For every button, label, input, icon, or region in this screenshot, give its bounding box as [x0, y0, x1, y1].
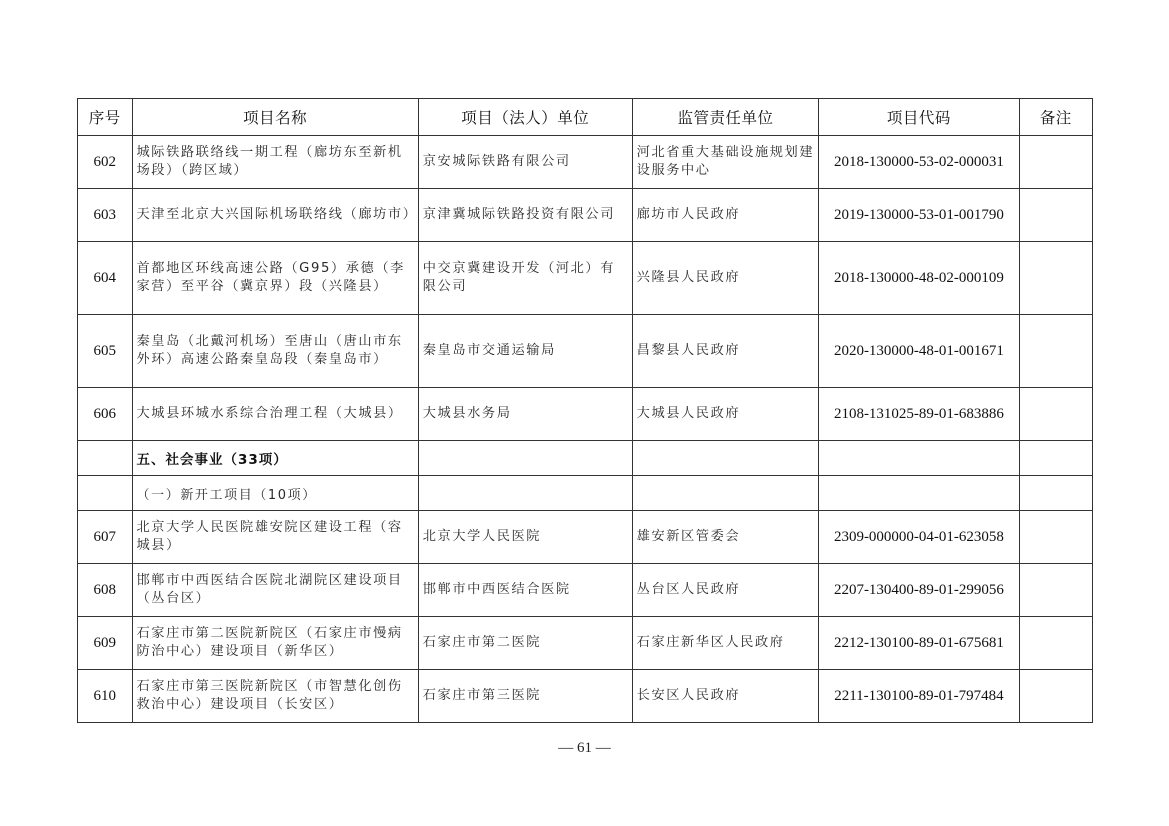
project-unit: 大城县水务局	[418, 388, 632, 441]
empty-cell	[1019, 476, 1092, 511]
project-table	[77, 98, 1093, 723]
project-unit: 中交京冀建设开发（河北）有限公司	[418, 242, 632, 315]
serial-number: 604	[78, 242, 133, 315]
table-row	[78, 388, 1093, 441]
project-code: 2018-130000-48-02-000109	[819, 242, 1019, 315]
empty-cell	[1019, 441, 1092, 476]
table-header-row	[78, 99, 1093, 136]
project-code: 2020-130000-48-01-001671	[819, 315, 1019, 388]
supervisor-unit: 丛台区人民政府	[632, 564, 819, 617]
empty-cell	[819, 476, 1019, 511]
project-code: 2018-130000-53-02-000031	[819, 136, 1019, 189]
header-supervisor-unit: 监管责任单位	[632, 99, 819, 136]
project-code: 2309-000000-04-01-623058	[819, 511, 1019, 564]
table-row	[78, 511, 1093, 564]
subsection-title: （一）新开工项目（10项）	[132, 476, 418, 511]
empty-cell	[632, 441, 819, 476]
serial-number: 607	[78, 511, 133, 564]
serial-number: 610	[78, 670, 133, 723]
supervisor-unit: 石家庄新华区人民政府	[632, 617, 819, 670]
project-name: 天津至北京大兴国际机场联络线（廊坊市）	[132, 189, 418, 242]
header-remarks: 备注	[1019, 99, 1092, 136]
header-project-name: 项目名称	[132, 99, 418, 136]
serial-number: 606	[78, 388, 133, 441]
empty-cell	[78, 476, 133, 511]
section-heading-row	[78, 441, 1093, 476]
supervisor-unit: 河北省重大基础设施规划建设服务中心	[632, 136, 819, 189]
remarks	[1019, 315, 1092, 388]
project-name: 北京大学人民医院雄安院区建设工程（容城县）	[132, 511, 418, 564]
table-row	[78, 189, 1093, 242]
project-unit: 邯郸市中西医结合医院	[418, 564, 632, 617]
empty-cell	[78, 441, 133, 476]
header-project-unit: 项目（法人）单位	[418, 99, 632, 136]
project-unit: 京安城际铁路有限公司	[418, 136, 632, 189]
empty-cell	[819, 441, 1019, 476]
project-name: 秦皇岛（北戴河机场）至唐山（唐山市东外环）高速公路秦皇岛段（秦皇岛市）	[132, 315, 418, 388]
serial-number: 605	[78, 315, 133, 388]
supervisor-unit: 昌黎县人民政府	[632, 315, 819, 388]
section-title: 五、社会事业（33项）	[132, 441, 418, 476]
supervisor-unit: 大城县人民政府	[632, 388, 819, 441]
table-row	[78, 564, 1093, 617]
supervisor-unit: 兴隆县人民政府	[632, 242, 819, 315]
page-number: — 61 —	[558, 740, 611, 756]
project-unit: 石家庄市第三医院	[418, 670, 632, 723]
project-code: 2019-130000-53-01-001790	[819, 189, 1019, 242]
project-code: 2207-130400-89-01-299056	[819, 564, 1019, 617]
project-name: 邯郸市中西医结合医院北湖院区建设项目（丛台区）	[132, 564, 418, 617]
project-code: 2108-131025-89-01-683886	[819, 388, 1019, 441]
remarks	[1019, 670, 1092, 723]
project-unit: 石家庄市第二医院	[418, 617, 632, 670]
table-row	[78, 242, 1093, 315]
header-serial-number: 序号	[78, 99, 133, 136]
table-row	[78, 315, 1093, 388]
subsection-heading-row	[78, 476, 1093, 511]
serial-number: 602	[78, 136, 133, 189]
remarks	[1019, 242, 1092, 315]
serial-number: 603	[78, 189, 133, 242]
remarks	[1019, 136, 1092, 189]
project-unit: 北京大学人民医院	[418, 511, 632, 564]
remarks	[1019, 189, 1092, 242]
supervisor-unit: 廊坊市人民政府	[632, 189, 819, 242]
empty-cell	[418, 476, 632, 511]
serial-number: 609	[78, 617, 133, 670]
project-unit: 秦皇岛市交通运输局	[418, 315, 632, 388]
project-code: 2212-130100-89-01-675681	[819, 617, 1019, 670]
header-project-code: 项目代码	[819, 99, 1019, 136]
supervisor-unit: 雄安新区管委会	[632, 511, 819, 564]
project-name: 石家庄市第二医院新院区（石家庄市慢病防治中心）建设项目（新华区）	[132, 617, 418, 670]
empty-cell	[418, 441, 632, 476]
project-name: 首都地区环线高速公路（G95）承德（李家营）至平谷（冀京界）段（兴隆县）	[132, 242, 418, 315]
project-name: 城际铁路联络线一期工程（廊坊东至新机场段）（跨区域）	[132, 136, 418, 189]
project-unit: 京津冀城际铁路投资有限公司	[418, 189, 632, 242]
table-row	[78, 670, 1093, 723]
table-row	[78, 617, 1093, 670]
remarks	[1019, 617, 1092, 670]
remarks	[1019, 564, 1092, 617]
empty-cell	[632, 476, 819, 511]
serial-number: 608	[78, 564, 133, 617]
project-code: 2211-130100-89-01-797484	[819, 670, 1019, 723]
remarks	[1019, 388, 1092, 441]
table-row	[78, 136, 1093, 189]
project-name: 石家庄市第三医院新院区（市智慧化创伤救治中心）建设项目（长安区）	[132, 670, 418, 723]
remarks	[1019, 511, 1092, 564]
supervisor-unit: 长安区人民政府	[632, 670, 819, 723]
project-name: 大城县环城水系综合治理工程（大城县）	[132, 388, 418, 441]
